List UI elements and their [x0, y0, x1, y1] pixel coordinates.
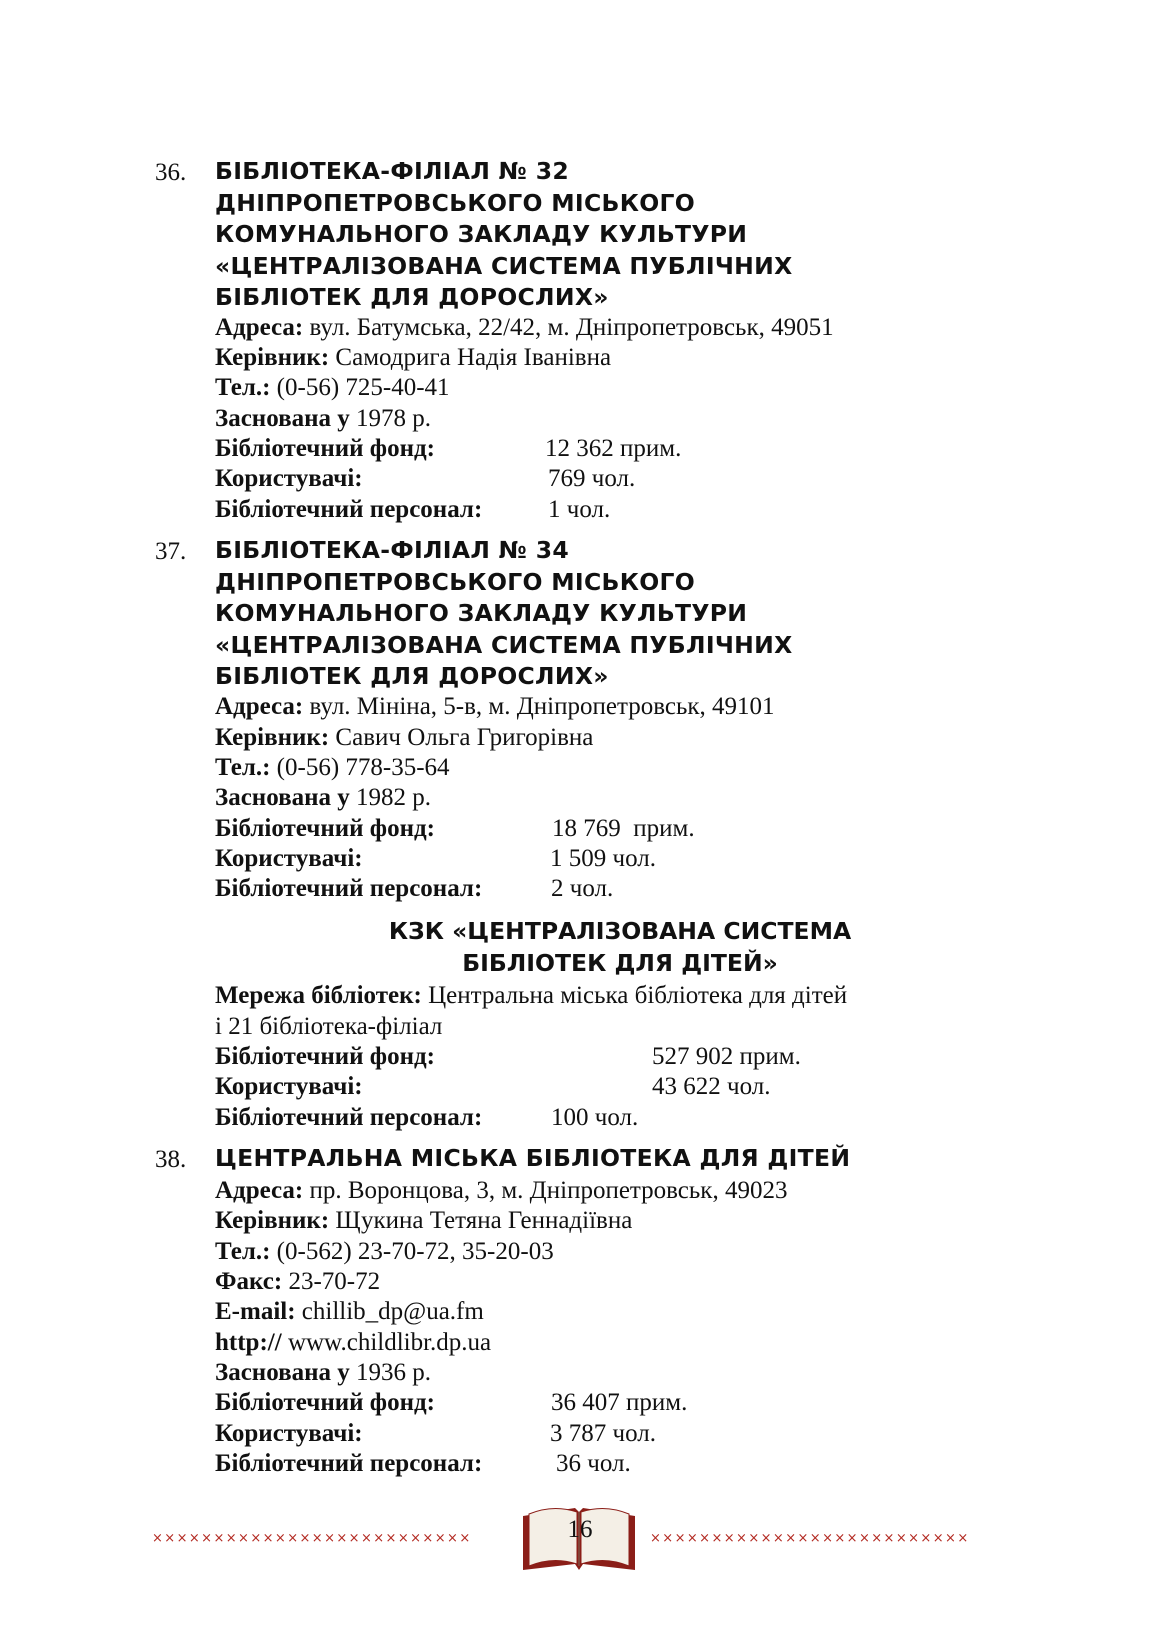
phone-line: Тел.: (0-56) 725-40-41 [215, 374, 450, 401]
users-value: 1 509 чол. [550, 845, 656, 872]
address-line: Адреса: вул. Батумська, 22/42, м. Дніпропетровськ, 49051 [215, 314, 834, 341]
founded-line: Заснована у 1978 р. [215, 405, 431, 432]
footer-ornament-right: ×××××××××××××××××××××××××× [650, 1531, 970, 1546]
entry-number: 37. [155, 538, 187, 565]
network-cont-line: і 21 бібліотека-філіал [215, 1013, 443, 1040]
network-line: Мережа бібліотек: Центральна міська бібліотека для дітей [215, 982, 848, 1009]
phone-line: Тел.: (0-56) 778-35-64 [215, 754, 450, 781]
website-line: http:// www.childlibr.dp.ua [215, 1329, 492, 1356]
staff-label: Бібліотечний персонал: [215, 496, 483, 523]
users-label: Користувачі: [215, 1420, 363, 1447]
entry-number: 36. [155, 159, 187, 186]
entry-title: БІБЛІОТЕКА-ФІЛІАЛ № 32 ДНІПРОПЕТРОВСЬКОГО МІСЬКОГО КОМУНАЛЬНОГО ЗАКЛАДУ КУЛЬТУРИ «ЦЕНТРАЛІЗОВАНА СИСТЕМА ПУБЛІЧНИХ БІБЛІОТЕК ДЛЯ ДОРОСЛИХ» [215, 157, 793, 311]
fund-label: Бібліотечний фонд: [215, 1389, 435, 1416]
users-label: Користувачі: [215, 1073, 363, 1100]
website-link[interactable]: www.childlibr.dp.ua [287, 1329, 492, 1356]
fund-label: Бібліотечний фонд: [215, 1043, 435, 1070]
staff-label: Бібліотечний персонал: [215, 875, 483, 902]
phone-line: Тел.: (0-562) 23-70-72, 35-20-03 [215, 1238, 554, 1265]
users-value: 3 787 чол. [550, 1420, 656, 1447]
email-line: E-mail: chillib_dp@ua.fm [215, 1298, 484, 1325]
system-title: КЗК «ЦЕНТРАЛІЗОВАНА СИСТЕМА БІБЛІОТЕК ДЛЯ ДІТЕЙ» [388, 917, 852, 977]
users-label: Користувачі: [215, 845, 363, 872]
founded-line: Заснована у 1982 р. [215, 784, 431, 811]
head-line: Керівник: Савич Ольга Григорівна [215, 724, 594, 751]
fund-label: Бібліотечний фонд: [215, 435, 435, 462]
staff-value: 1 чол. [548, 496, 611, 523]
email-link[interactable]: chillib_dp@ua.fm [301, 1298, 484, 1325]
fund-value: 12 362 прим. [545, 435, 682, 462]
staff-value: 2 чол. [551, 875, 614, 902]
staff-label: Бібліотечний персонал: [215, 1104, 483, 1131]
fund-value: 18 769 прим. [552, 815, 695, 842]
fund-value: 527 902 прим. [652, 1043, 801, 1070]
address-line: Адреса: вул. Мініна, 5-в, м. Дніпропетровськ, 49101 [215, 693, 775, 720]
address-line: Адреса: пр. Воронцова, 3, м. Дніпропетровськ, 49023 [215, 1177, 788, 1204]
fax-line: Факс: 23-70-72 [215, 1268, 381, 1295]
users-value: 43 622 чол. [652, 1073, 771, 1100]
entry-number: 38. [155, 1146, 187, 1173]
users-label: Користувачі: [215, 465, 363, 492]
fund-label: Бібліотечний фонд: [215, 815, 435, 842]
staff-value: 36 чол. [556, 1450, 631, 1477]
staff-label: Бібліотечний персонал: [215, 1450, 483, 1477]
fund-value: 36 407 прим. [551, 1389, 688, 1416]
page-number: 16 [567, 1516, 593, 1543]
head-line: Керівник: Самодрига Надія Іванівна [215, 344, 612, 371]
entry-title: БІБЛІОТЕКА-ФІЛІАЛ № 34 ДНІПРОПЕТРОВСЬКОГО МІСЬКОГО КОМУНАЛЬНОГО ЗАКЛАДУ КУЛЬТУРИ «ЦЕНТРАЛІЗОВАНА СИСТЕМА ПУБЛІЧНИХ БІБЛІОТЕК ДЛЯ ДОРОСЛИХ» [215, 536, 793, 690]
footer-ornament-left: ×××××××××××××××××××××××××× [152, 1531, 472, 1546]
staff-value: 100 чол. [551, 1104, 639, 1131]
entry-title: ЦЕНТРАЛЬНА МІСЬКА БІБЛІОТЕКА ДЛЯ ДІТЕЙ [215, 1144, 851, 1172]
founded-line: Заснована у 1936 р. [215, 1359, 431, 1386]
users-value: 769 чол. [548, 465, 636, 492]
head-line: Керівник: Щукина Тетяна Геннадіївна [215, 1207, 633, 1234]
